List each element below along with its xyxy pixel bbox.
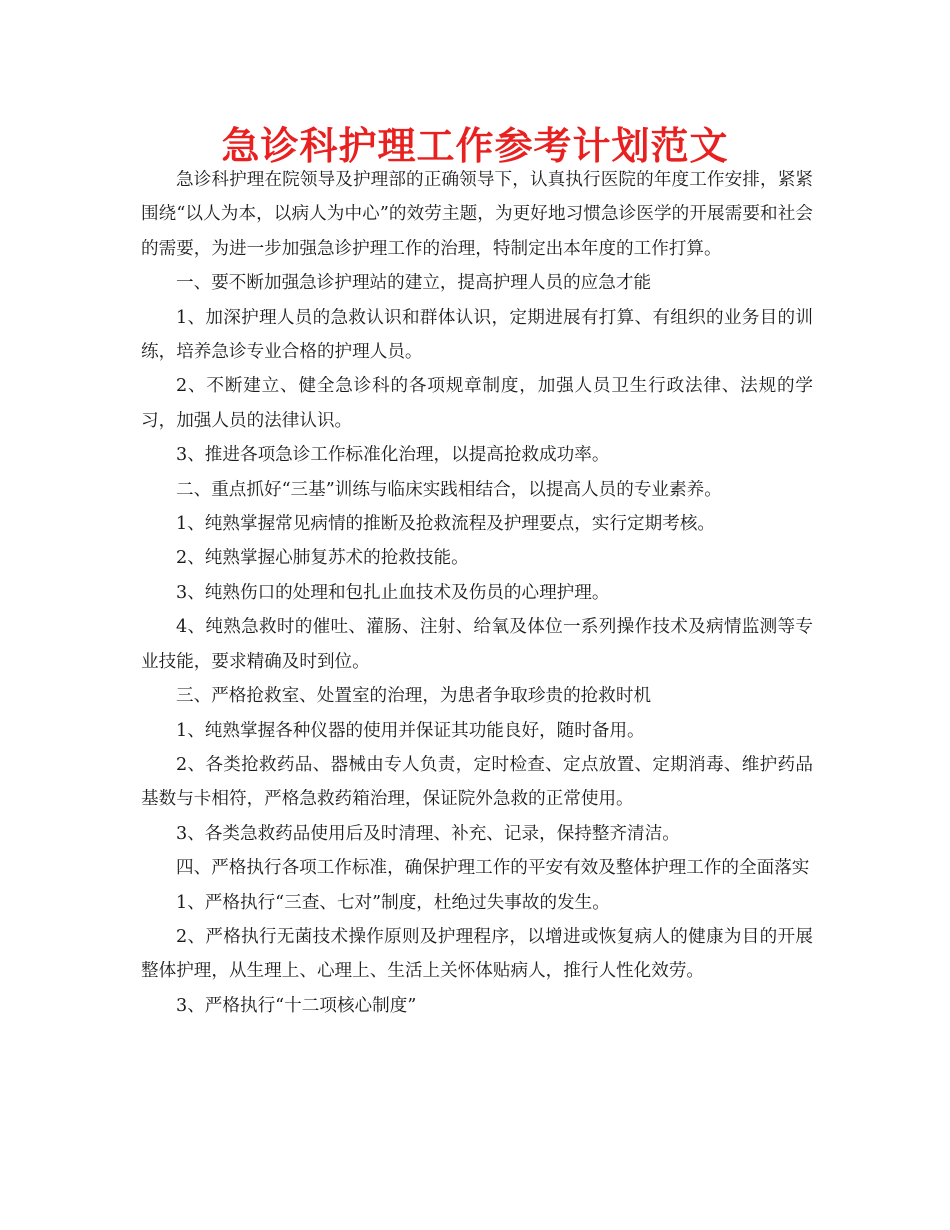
list-item: 2、纯熟掌握心肺复苏术的抢救技能。 [176,548,469,569]
list-item: 1、纯熟掌握常见病情的推断及抢救流程及护理要点，实行定期考核。 [176,514,716,535]
list-item: 2、各类抢救药品、器械由专人负责，定时检查、定点放置、定期消毒、维护药品基数与卡相符，严格急救药箱治理，保证院外急救的正常使用。 [141,754,813,810]
list-item: 3、严格执行“十二项核心制度” [176,995,417,1016]
list-item: 1、加深护理人员的急救认识和群体认识，定期进展有打算、有组织的业务目的训练，培养急诊专业合格的护理人员。 [141,307,813,363]
section-heading-3: 三、严格抢救室、处置室的治理，为患者争取珍贵的抢救时机 [176,686,652,707]
paragraph-intro: 急诊科护理在院领导及护理部的正确领导下，认真执行医院的年度工作安排，紧紧围绕“以人为本，以病人为中心”的效劳主题，为更好地习惯急诊医学的开展需要和社会的需要，为进一步加强急诊护理工作的治理，特制定出本年度的工作打算。 [141,170,813,259]
list-item: 1、纯熟掌握各种仪器的使用并保证其功能良好，随时备用。 [176,720,645,741]
list-item: 3、各类急救药品使用后及时清理、补充、记录，保持整齐清洁。 [176,823,680,844]
list-item: 1、严格执行“三查、七对”制度，杜绝过失事故的发生。 [176,892,610,913]
document-body [141,163,813,1023]
list-item: 4、纯熟急救时的催吐、灌肠、注射、给氧及体位一系列操作技术及病情监测等专业技能，要求精确及时到位。 [141,617,813,672]
list-item: 2、不断建立、健全急诊科的各项规章制度，加强人员卫生行政法律、法规的学习，加强人员的法律认识。 [141,376,813,431]
list-item: 3、纯熟伤口的处理和包扎止血技术及伤员的心理护理。 [176,582,610,603]
list-item: 2、严格执行无菌技术操作原则及护理程序，以增进或恢复病人的健康为目的开展整体护理，从生理上、心理上、生活上关怀体贴病人，推行人性化效劳。 [141,926,813,982]
section-heading-1: 一、要不断加强急诊护理站的建立，提高护理人员的应急才能 [176,273,652,294]
section-heading-4: 四、严格执行各项工作标准，确保护理工作的平安有效及整体护理工作的全面落实 [176,858,810,879]
section-heading-2: 二、重点抓好“三基”训练与临床实践相结合，以提高人员的专业素养。 [176,479,722,500]
list-item: 3、推进各项急诊工作标准化治理，以提高抢救成功率。 [176,445,610,466]
document-title: 急诊科护理工作参考计划范文 [221,124,729,168]
